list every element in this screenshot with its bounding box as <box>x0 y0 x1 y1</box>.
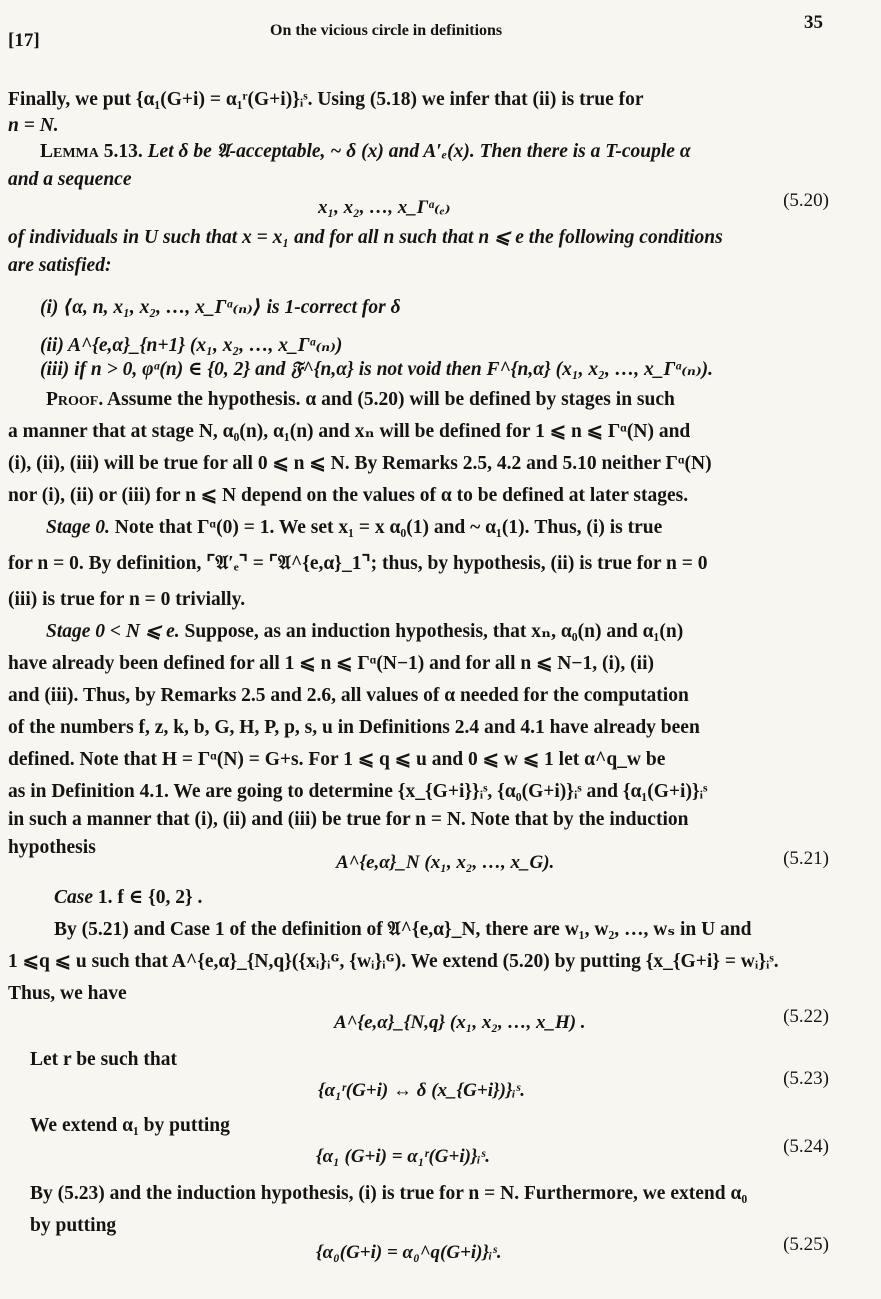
stage-text: Suppose, as an induction hypothesis, that xₙ, α₀(n) and α₁(n) <box>184 621 684 642</box>
equation-number: (5.23) <box>783 1068 829 1089</box>
stage-label: Stage 0. <box>46 517 110 538</box>
equation-number: (5.24) <box>783 1136 829 1157</box>
equation-number: (5.20) <box>783 190 829 211</box>
equation-number: (5.25) <box>783 1234 829 1255</box>
stage-heading <box>46 620 683 644</box>
proof-label: Proof. <box>46 389 104 410</box>
text-line: By (5.23) and the induction hypothesis, (i) is true for n = N. Furthermore, we extend α₀ <box>30 1183 748 1204</box>
equation: A^{e,α}_{N,q} (x₁, x₂, …, x_H) . <box>334 1012 586 1033</box>
stage-label: Stage 0 < N ⩽ e. <box>46 621 180 642</box>
text-line: as in Definition 4.1. We are going to determine {x_{G+i}}ᵢˢ, {α₀(G+i)}ᵢˢ and {α₁(G+i)}ᵢˢ <box>8 781 708 802</box>
text-line: We extend α₁ by putting <box>30 1115 230 1136</box>
equation-number: (5.22) <box>783 1006 829 1027</box>
text-line: in such a manner that (i), (ii) and (iii) be true for n = N. Note that by the induction <box>8 809 689 830</box>
text-line: for n = 0. By definition, ⌜𝔄′ₑ⌝ = ⌜𝔄^{e,α}_1⌝; thus, by hypothesis, (ii) is true for n = 0 <box>8 553 708 574</box>
equation-number: (5.21) <box>783 848 829 869</box>
text-line: Thus, we have <box>8 983 127 1004</box>
running-title: On the vicious circle in definitions <box>270 22 503 39</box>
text-line: and a sequence <box>8 169 132 190</box>
text-line: of the numbers f, z, k, b, G, H, P, p, s, u in Definitions 2.4 and 4.1 have already been <box>8 717 700 738</box>
stage-text: Note that Γᵅ(0) = 1. We set x₁ = x α₀(1) and ~ α₁(1). Thus, (i) is true <box>114 517 663 538</box>
equation: {α₁ (G+i) = α₁ʳ(G+i)}ᵢˢ. <box>316 1146 490 1167</box>
text-line: have already been defined for all 1 ⩽ n ⩽ Γᵅ(N−1) and for all n ⩽ N−1, (i), (ii) <box>8 653 654 674</box>
text-line: (i), (ii), (iii) will be true for all 0 ⩽ n ⩽ N. By Remarks 2.5, 4.2 and 5.10 neither Γᵅ(N) <box>8 453 712 474</box>
text-line: hypothesis <box>8 837 96 858</box>
condition-item: (i) ⟨α, n, x₁, x₂, …, x_Γᵅ₍ₙ₎⟩ is 1-correct for δ <box>40 297 401 318</box>
text-line: (iii) is true for n = 0 trivially. <box>8 589 246 610</box>
equation: {α₀(G+i) = α₀^q(G+i)}ᵢˢ. <box>316 1242 502 1263</box>
proof-heading <box>46 388 675 412</box>
section-label: [17] <box>8 30 40 51</box>
lemma-statement: Let δ be 𝔄-acceptable, ~ δ (x) and A′ₑ(x). Then there is a T-couple α <box>147 141 691 162</box>
text-line: 1 ⩽q ⩽ u such that A^{e,α}_{N,q}({xᵢ}ᵢᴳ, {wᵢ}ᵢᴳ). We extend (5.20) by putting {x_{G+i} = wᵢ}ᵢˢ. <box>8 951 779 972</box>
text-line: a manner that at stage N, α₀(n), α₁(n) and xₙ will be defined for 1 ⩽ n ⩽ Γᵅ(N) and <box>8 421 691 442</box>
text-line: by putting <box>30 1215 117 1236</box>
text-line: Finally, we put {α₁(G+i) = α₁ʳ(G+i)}ᵢˢ. Using (5.18) we infer that (ii) is true for <box>8 89 644 110</box>
equation: A^{e,α}_N (x₁, x₂, …, x_G). <box>336 852 555 873</box>
page-number: 35 <box>804 12 823 33</box>
stage-heading <box>46 516 662 540</box>
condition-item: (iii) if n > 0, φᵅ(n) ∈ {0, 2} and 𝔉^{n,α} is not void then F^{n,α} (x₁, x₂, …, x_Γᵅ₍ₙ₎). <box>40 359 714 380</box>
lemma-label: Lemma 5.13. <box>40 141 143 162</box>
text-line: Let r be such that <box>30 1049 177 1070</box>
equation: x₁, x₂, …, x_Γᵅ₍ₑ₎ <box>318 197 451 218</box>
condition-item: (ii) A^{e,α}_{n+1} (x₁, x₂, …, x_Γᵅ₍ₙ₎) <box>40 335 343 356</box>
case-text: 1. f ∈ {0, 2} . <box>97 887 203 908</box>
lemma-heading <box>40 140 691 164</box>
case-label: Case <box>54 887 93 908</box>
proof-text: Assume the hypothesis. α and (5.20) will be defined by stages in such <box>107 389 675 410</box>
text-line: and (iii). Thus, by Remarks 2.5 and 2.6, all values of α needed for the computation <box>8 685 689 706</box>
text-line: By (5.21) and Case 1 of the definition of 𝔄^{e,α}_N, there are w₁, w₂, …, wₛ in U and <box>54 919 752 940</box>
text-line: nor (i), (ii) or (iii) for n ⩽ N depend on the values of α to be defined at later stages. <box>8 485 689 506</box>
text-line: n = N. <box>8 115 59 136</box>
text-line: are satisfied: <box>8 255 112 276</box>
equation: {α₁ʳ(G+i) ↔ δ (x_{G+i})}ᵢˢ. <box>318 1080 525 1101</box>
case-heading <box>54 886 202 910</box>
text-line: defined. Note that H = Γᵅ(N) = G+s. For 1 ⩽ q ⩽ u and 0 ⩽ w ⩽ 1 let α^q_w be <box>8 749 666 770</box>
text-line: of individuals in U such that x = x₁ and for all n such that n ⩽ e the following conditions <box>8 227 723 248</box>
